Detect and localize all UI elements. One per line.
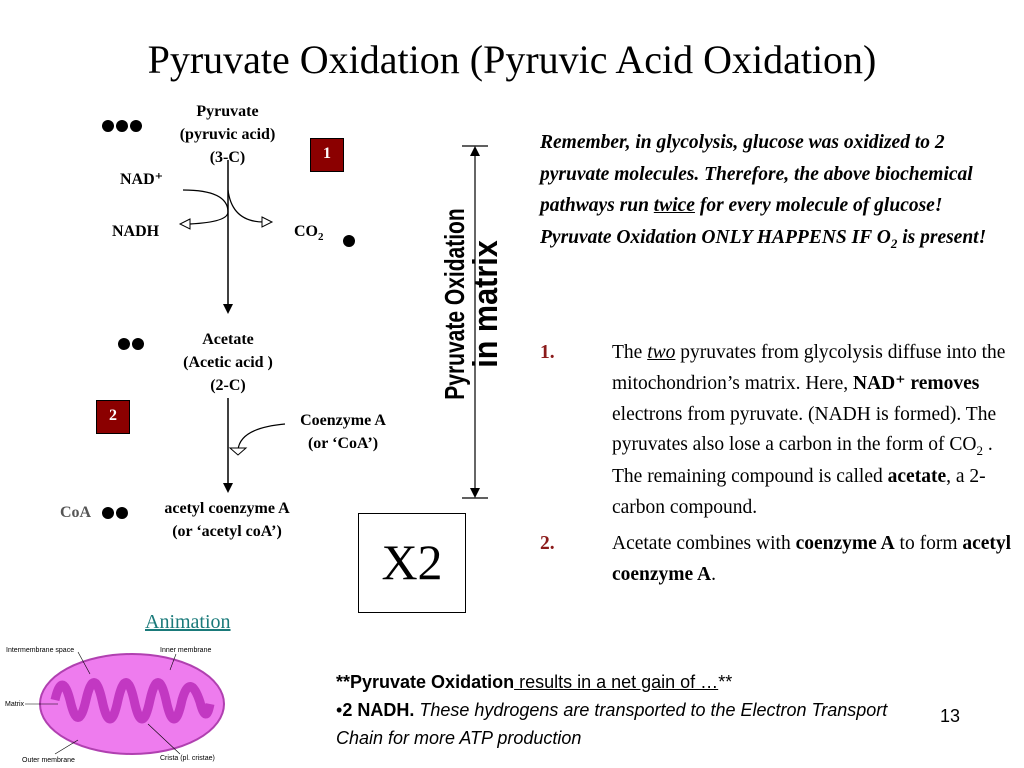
vertical-label-line1: Pyruvate Oxidation (439, 208, 470, 400)
acetyl-coa-alt-name: (or ‘acetyl coA’) (172, 523, 282, 541)
pyruvate-alt-name: (pyruvic acid) (179, 126, 276, 144)
label-inner-membrane: Inner membrane (160, 647, 212, 654)
coenzyme-a-name: Coenzyme A (300, 412, 386, 429)
net-gain-note (336, 668, 936, 752)
glycolysis-note: Remember, in glycolysis, glucose was oxidized to 2 pyruvate molecules. Therefore, the above biochemical pathways run twice for every molecule of glucose! Pyruvate Oxidation ONLY HAPPENS IF $O_2$ is present! (540, 132, 987, 251)
co2-label: $CO_2$ (294, 223, 324, 244)
acetate-molecule-icon (118, 338, 144, 350)
net-gain-heading: **Pyruvate Oxidation results in a net gain of …** (336, 672, 733, 692)
acetate-carbons: (2-C) (210, 377, 246, 395)
nad-label: NAD⁺ (120, 171, 164, 188)
animation-link[interactable]: Animation (145, 611, 231, 633)
co2-carbon-icon (343, 234, 355, 252)
pyruvate-carbons: (3-C) (209, 149, 246, 167)
label-outer-membrane: Outer membrane (22, 757, 75, 764)
acetyl-coa-label (142, 497, 312, 543)
list-number: 2. (540, 533, 555, 555)
acetyl-coa-name: acetyl coenzyme A (164, 500, 290, 517)
coenzyme-a-alt-name: (or ‘CoA’) (307, 435, 379, 453)
step-2-badge: 2 (96, 400, 130, 434)
acetate-label (158, 328, 298, 398)
mitochondrion-diagram-icon (0, 640, 260, 768)
pyruvate-label (150, 100, 305, 170)
nadh-label: NADH (112, 223, 160, 240)
list-item: 1. The two pyruvates from glycolysis diffuse into the mitochondrion’s matrix. Here, NAD⁺ removes electrons from pyruvate. (NADH is formed). The pyruvates also lose a carbon in the form of $CO_2$ . The remaining compound is called acetate, a 2-carbon compound. (540, 338, 1016, 523)
pyruvate-molecule-icon (102, 120, 142, 132)
coenzyme-a-label (283, 409, 403, 455)
step-1-badge: 1 (310, 138, 344, 172)
page-title: Pyruvate Oxidation (Pyruvic Acid Oxidation) (147, 37, 877, 82)
list-number: 1. (540, 342, 555, 363)
acetate-name: Acetate (202, 331, 254, 348)
vertical-label-line2: in matrix (467, 240, 505, 368)
times-two-box: X2 (358, 513, 466, 613)
label-intermembrane: Intermembrane space (6, 647, 75, 654)
acetyl-molecule-icon (102, 507, 128, 519)
list-item: 2. Acetate combines with coenzyme A to form acetyl coenzyme A. (540, 529, 1016, 591)
steps-list (540, 338, 1016, 597)
acetate-alt-name: (Acetic acid ) (183, 354, 273, 372)
net-gain-detail: •2 NADH. These hydrogens are transported to the Electron Transport Chain for more ATP production (336, 700, 888, 748)
label-crista: Crista (pl. cristae) (160, 755, 215, 762)
label-matrix: Matrix (5, 701, 25, 708)
pyruvate-name: Pyruvate (196, 103, 259, 120)
page-number: 13 (940, 706, 961, 726)
coa-tag: CoA (60, 504, 92, 521)
